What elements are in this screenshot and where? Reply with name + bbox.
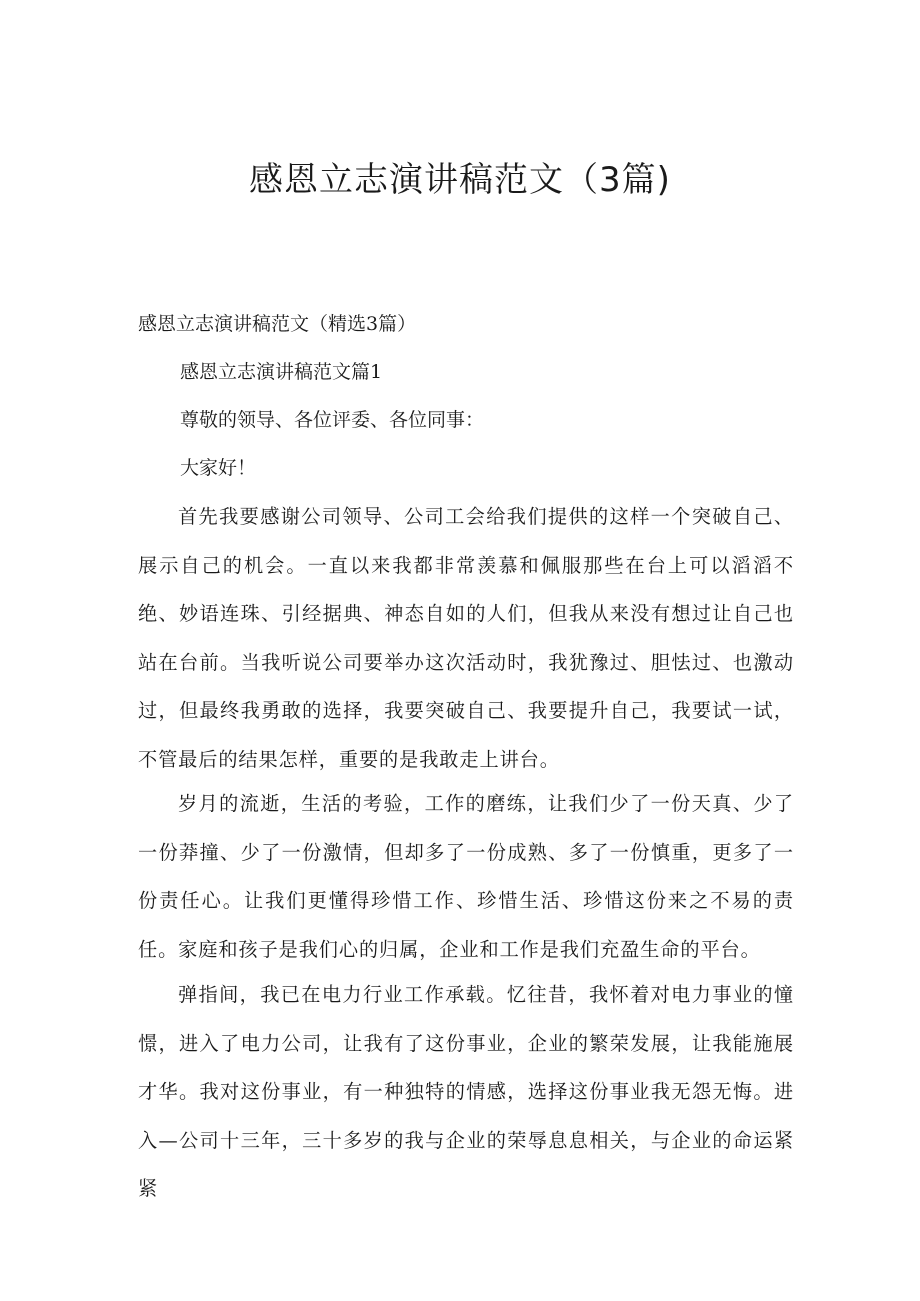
greeting: 大家好！ [180,457,257,479]
body-paragraph: 首先我要感谢公司领导、公司工会给我们提供的这样一个突破自己、展示自己的机会。一直以来我都非常羡慕和佩服那些在台上可以滔滔不绝、妙语连珠、引经据典、神态自如的人们，但我从来没有想过让自己也站在台前。当我听说公司要举办这次活动时，我犹豫过、胆怯过、也激动过，但最终我勇敢的选择，我要突破自己、我要提升自己，我要试一试，不管最后的结果怎样，重要的是我敢走上讲台。 [138,505,794,771]
document-title: 感恩立志演讲稿范文（3篇) [249,160,671,200]
section-heading: 感恩立志演讲稿范文篇1 [180,361,383,383]
salutation: 尊敬的领导、各位评委、各位同事： [180,409,485,431]
document-subtitle: 感恩立志演讲稿范文（精选3篇） [138,313,417,335]
body-paragraph: 弹指间，我已在电力行业工作承载。忆往昔，我怀着对电力事业的憧憬，进入了电力公司，让我有了这份事业，企业的繁荣发展，让我能施展才华。我对这份事业，有一种独特的情感，选择这份事业我无怨无悔。进入—公司十三年，三十多岁的我与企业的荣辱息息相关，与企业的命运紧紧 [138,983,794,1200]
body-paragraph: 岁月的流逝，生活的考验，工作的磨练，让我们少了一份天真、少了一份莽撞、少了一份激情，但却多了一份成熟、多了一份慎重，更多了一份责任心。让我们更懂得珍惜工作、珍惜生活、珍惜这份来之不易的责任。家庭和孩子是我们心的归属，企业和工作是我们充盈生命的平台。 [138,792,794,961]
